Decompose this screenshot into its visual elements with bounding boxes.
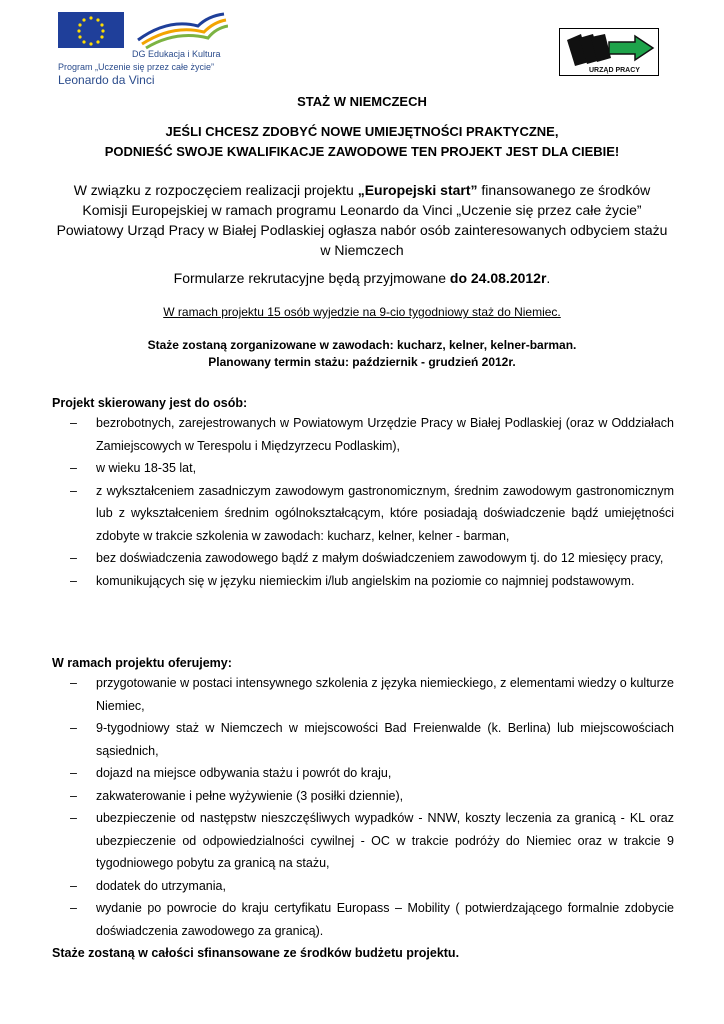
list-item: – z wykształceniem zasadniczym zawodowym gastronomicznym, średnim zawodowym gastronomicznym lub z wykształceniem średnim ogólnokształcącym, które posiadają doświadczenie bądź umiejętności zdobyte w trakcie szkolenia w zawodach: kucharz, kelner, kelner - barman, [52,480,674,548]
list-item: – ubezpieczenie od następstw nieszczęśliwych wypadków - NNW, koszty leczenia za granicą - KL oraz ubezpieczenie od odpowiedzialności cywilnej - OC w trakcie podróży do Niemiec oraz w trakcie 9 tygodniowego pobytu za granicą na stażu, [52,807,674,875]
dash-bullet: – [70,721,77,735]
offer-section [52,656,674,942]
intro-paragraph [50,180,674,260]
list-item: – przygotowanie w postaci intensywnego szkolenia z języka niemieckiego, z elementami wiedzy o kulturze Niemiec, [52,672,674,717]
intro-part-2: finansowanego ze środków Komisji Europejskiej w ramach programu Leonardo da Vinci „Uczenie się przez całe życie” Powiatowy Urząd Pracy w Białej Podlaskiej ogłasza nabór osób zainteresowanych odbyciem stażu w Niemczech [56,182,668,258]
list-item: – zakwaterowanie i pełne wyżywienie (3 posiłki dziennie), [52,785,674,808]
list-item: – dodatek do utrzymania, [52,875,674,898]
dash-bullet: – [70,461,77,475]
dg-label: DG Edukacja i Kultura [132,49,221,59]
list-item: – dojazd na miejsce odbywania stażu i powrót do kraju, [52,762,674,785]
forms-end: . [546,270,551,286]
program-label: Program „Uczenie się przez całe życie” [58,62,215,72]
subtitle [50,122,674,162]
dash-bullet: – [70,878,77,893]
list-item: – 9-tygodniowy staż w Niemczech w miejscowości Bad Freienwalde (k. Berlina) lub miejscowościach sąsiednich, [52,717,674,762]
dash-bullet: – [70,901,77,915]
dash-bullet: – [70,788,77,803]
dash-bullet: – [70,766,77,780]
subtitle-line-1: JEŚLI CHCESZ ZDOBYĆ NOWE UMIEJĘTNOŚCI PRAKTYCZNE, [165,124,559,139]
list-item: – w wieku 18-35 lat, [52,457,674,480]
dash-bullet: – [70,676,77,690]
term-line: Planowany termin stażu: październik - grudzień 2012r. [208,355,516,369]
eu-flag-logo [58,12,228,50]
dash-bullet: – [70,551,77,565]
internship-info [50,337,674,371]
professions-line: Staże zostaną zorganizowane w zawodach: kucharz, kelner, kelner-barman. [147,338,577,352]
urzad-pracy-logo [559,28,659,76]
offer-list [52,672,674,942]
list-item: – wydanie po powrocie do kraju certyfikatu Europass – Mobility ( potwierdzającego formalnie zdobycie doświadczenia zawodowego za granicą). [52,897,674,942]
forms-deadline-date: do 24.08.2012r [449,270,547,286]
forms-deadline [50,270,674,286]
offer-heading: W ramach projektu oferujemy: [52,656,232,670]
target-heading: Projekt skierowany jest do osób: [52,396,248,410]
urzad-logo-text: URZĄD PRACY [589,67,640,74]
dash-bullet: – [70,573,77,588]
intro-part-1: W związku z rozpoczęciem realizacji projektu [73,182,358,198]
target-list [52,412,674,592]
participants-info: W ramach projektu 15 osób wyjedzie na 9-cio tygodniowy staż do Niemiec. [163,305,561,319]
page-title: STAŻ W NIEMCZECH [297,94,427,109]
funding-note: Staże zostaną w całości sfinansowane ze środków budżetu projektu. [52,946,460,960]
leonardo-label: Leonardo da Vinci [58,73,155,87]
dash-bullet: – [70,416,77,430]
list-item: – bez doświadczenia zawodowego bądź z małym doświadczeniem zawodowym tj. do 12 miesięcy pracy, [52,547,674,570]
project-name: „Europejski start” [357,182,478,198]
dash-bullet: – [70,483,77,498]
list-item: – bezrobotnych, zarejestrowanych w Powiatowym Urzędzie Pracy w Białej Podlaskiej (oraz w Oddziałach Zamiejscowych w Terespolu i Międzyrzecu Podlaskim), [52,412,674,457]
subtitle-line-2: PODNIEŚĆ SWOJE KWALIFIKACJE ZAWODOWE TEN PROJEKT JEST DLA CIEBIE! [104,144,620,159]
list-item: – komunikujących się w języku niemieckim i/lub angielskim na poziomie co najmniej podstawowym. [52,570,674,593]
forms-text: Formularze rekrutacyjne będą przyjmowane [173,270,450,286]
dash-bullet: – [70,811,77,825]
target-section [52,396,674,592]
